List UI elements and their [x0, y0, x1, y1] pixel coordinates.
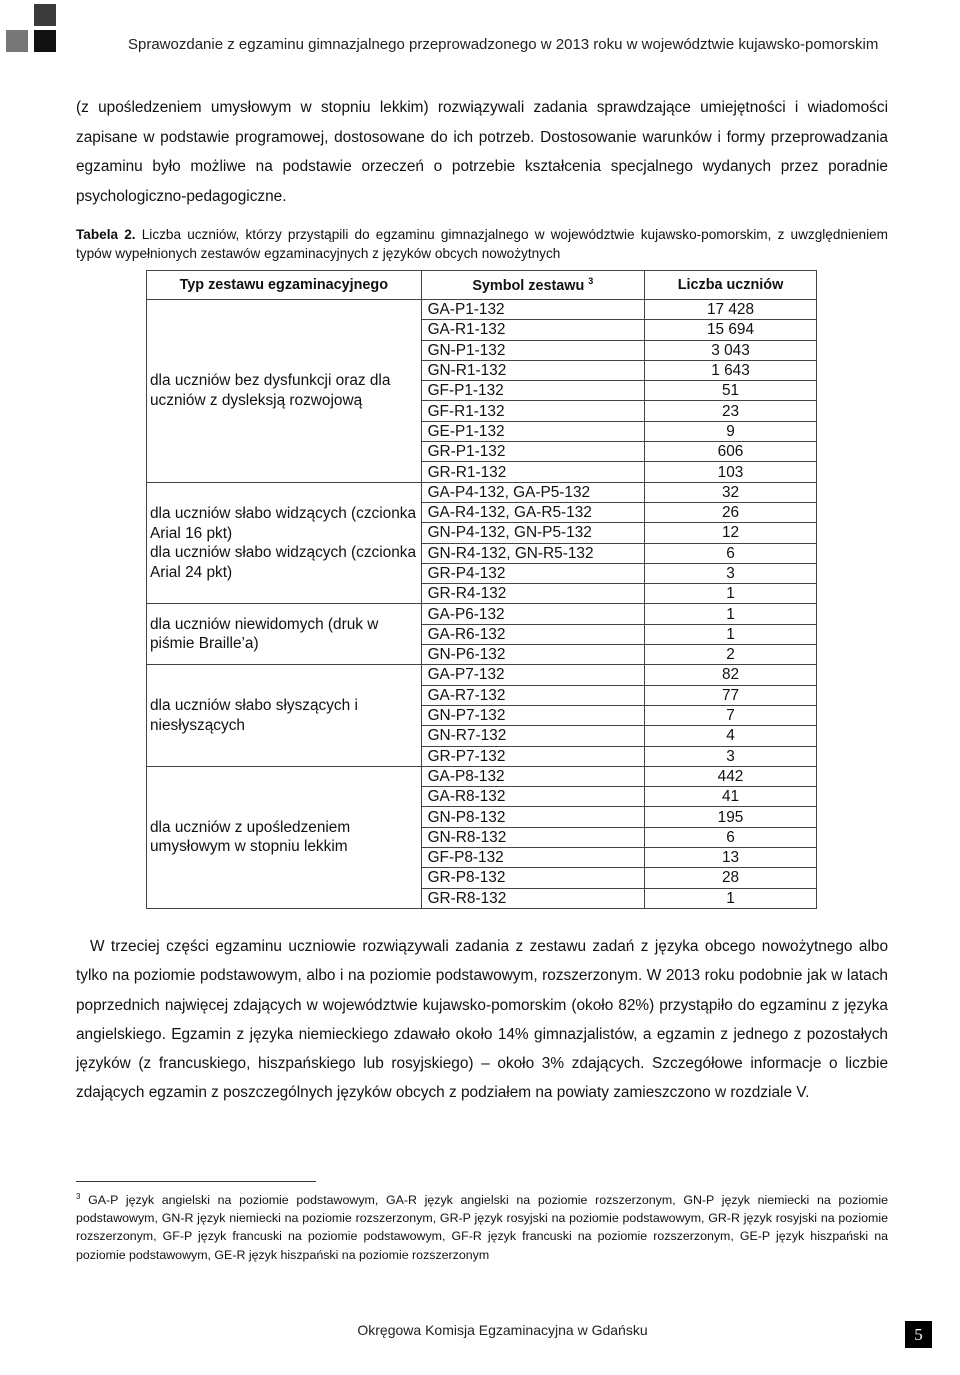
- cell-count: 28: [645, 868, 817, 888]
- cell-count: 6: [645, 543, 817, 563]
- cell-count: 51: [645, 381, 817, 401]
- cell-count: 1: [645, 624, 817, 644]
- cell-count: 442: [645, 766, 817, 786]
- cell-count: 12: [645, 523, 817, 543]
- footnote-divider: [76, 1181, 316, 1182]
- cell-symbol: GA-R7-132: [421, 685, 644, 705]
- exam-type-label: dla uczniów z upośledzeniem umysłowym w stopniu lekkim: [150, 818, 351, 856]
- table-row: [147, 665, 817, 685]
- cell-symbol: GN-R8-132: [421, 827, 644, 847]
- logo-square-right: [34, 30, 56, 52]
- cell-count: 1 643: [645, 360, 817, 380]
- main-paragraph-text: W trzeciej części egzaminu uczniowie rozwiązywali zadania z zestawu zadań z języka obcego nowożytnego albo tylko na poziomie podstawowym, albo i na poziomie podstawowym, rozszerzonym. W 2013 roku podobnie jak w latach poprzednich najwięcej zdających w województwie kujawsko-pomorskim (około 82%) przystąpiło do egzaminu z języka angielskiego. Egzamin z języka niemieckiego zdawało około 14% gimnazjalistów, a egzamin z jednego z pozostałych języków (z francuskiego, hiszpańskiego lub rosyjskiego) – około 3% zdających. Szczegółowe informacje o liczbie zdających egzamin z poszczególnych języków obcych z podziałem na powiaty zamieszczono w rozdziale V.: [76, 938, 888, 1102]
- cell-count: 2: [645, 645, 817, 665]
- cell-exam-type: [147, 766, 422, 908]
- cell-symbol: GA-R8-132: [421, 787, 644, 807]
- header-type: Typ zestawu egzaminacyjnego: [147, 271, 422, 300]
- cell-symbol: GA-P4-132, GA-P5-132: [421, 482, 644, 502]
- cell-exam-type: [147, 482, 422, 604]
- logo: [4, 2, 56, 56]
- cell-symbol: GN-P1-132: [421, 340, 644, 360]
- main-paragraph: [76, 932, 888, 1108]
- cell-count: 6: [645, 827, 817, 847]
- cell-count: 32: [645, 482, 817, 502]
- exam-type-label: dla uczniów bez dysfunkcji oraz dla uczniów z dysleksją rozwojową: [150, 372, 391, 409]
- cell-symbol: GN-P8-132: [421, 807, 644, 827]
- exam-type-label: dla uczniów niewidomych (druk w piśmie Braille’a): [150, 615, 379, 653]
- cell-symbol: GN-R7-132: [421, 726, 644, 746]
- table-row: [147, 766, 817, 786]
- cell-count: 17 428: [645, 300, 817, 320]
- cell-symbol: GN-R4-132, GN-R5-132: [421, 543, 644, 563]
- cell-count: 77: [645, 685, 817, 705]
- cell-count: 195: [645, 807, 817, 827]
- cell-count: 41: [645, 787, 817, 807]
- header-symbol-footnote: 3: [588, 276, 594, 287]
- cell-symbol: GA-R6-132: [421, 624, 644, 644]
- cell-symbol: GR-R1-132: [421, 462, 644, 482]
- cell-symbol: GF-R1-132: [421, 401, 644, 421]
- footnote-text: GA-P język angielski na poziomie podstawowym, GA-R język angielski na poziomie rozszerzonym, GN-P język niemiecki na poziomie podstawowym, GN-R język niemiecki na poziomie rozszerzonym, GR-P język rosyjski na poziomie podstawowym, GR-R język rosyjski na poziomie rozszerzonym, GF-P język francuski na poziomie podstawowym, GF-R język francuski na poziomie rozszerzonym, GE-P język hiszpański na poziomie podstawowym, GE-R język hiszpański na poziomie rozszerzonym: [76, 1193, 888, 1262]
- cell-exam-type: [147, 300, 422, 483]
- header-count: Liczba uczniów: [645, 271, 817, 300]
- table-caption-label: Tabela 2.: [76, 227, 136, 242]
- footer-text: Okręgowa Komisja Egzaminacyjna w Gdańsku: [357, 1322, 648, 1338]
- cell-symbol: GR-P4-132: [421, 563, 644, 583]
- cell-symbol: GR-R8-132: [421, 888, 644, 908]
- cell-exam-type: [147, 604, 422, 665]
- exam-type-label: dla uczniów słabo widzących (czcionka Arial 16 pkt): [150, 505, 417, 542]
- table-row: [147, 300, 817, 320]
- page-number: 5: [905, 1321, 932, 1348]
- table-row: [147, 482, 817, 502]
- footnote: [76, 1188, 888, 1264]
- table-caption-text: Liczba uczniów, którzy przystąpili do egzaminu gimnazjalnego w województwie kujawsko-pomorskim, z uwzględnieniem typów wypełnionych zestawów egzaminacyjnych z języków obcych nowożytnych: [76, 227, 889, 261]
- cell-count: 26: [645, 502, 817, 522]
- table-body: [147, 300, 817, 909]
- cell-symbol: GA-P1-132: [421, 300, 644, 320]
- cell-symbol: GE-P1-132: [421, 421, 644, 441]
- cell-count: 3 043: [645, 340, 817, 360]
- table-row: [147, 604, 817, 624]
- footnote-marker: 3: [76, 1192, 81, 1201]
- cell-count: 103: [645, 462, 817, 482]
- cell-symbol: GA-P8-132: [421, 766, 644, 786]
- cell-count: 3: [645, 563, 817, 583]
- cell-symbol: GR-P8-132: [421, 868, 644, 888]
- cell-symbol: GA-R1-132: [421, 320, 644, 340]
- logo-square-top: [34, 4, 56, 26]
- exam-type-label: dla uczniów słabo słyszących i niesłyszących: [150, 697, 358, 734]
- cell-symbol: GN-P4-132, GN-P5-132: [421, 523, 644, 543]
- cell-symbol: GN-P6-132: [421, 645, 644, 665]
- table-caption: [76, 225, 888, 263]
- logo-square-left: [6, 30, 28, 52]
- cell-symbol: GA-P6-132: [421, 604, 644, 624]
- cell-symbol: GF-P8-132: [421, 848, 644, 868]
- cell-exam-type: [147, 665, 422, 766]
- cell-count: 3: [645, 746, 817, 766]
- cell-count: 15 694: [645, 320, 817, 340]
- cell-symbol: GA-R4-132, GA-R5-132: [421, 502, 644, 522]
- cell-count: 9: [645, 421, 817, 441]
- cell-symbol: GR-P1-132: [421, 442, 644, 462]
- cell-count: 23: [645, 401, 817, 421]
- table-header-row: [147, 271, 817, 300]
- cell-count: 1: [645, 888, 817, 908]
- intro-paragraph: (z upośledzeniem umysłowym w stopniu lekkim) rozwiązywali zadania sprawdzające umiejętności i wiadomości zapisane w podstawie programowej, dostosowane do ich potrzeb. Dostosowanie warunków i formy przeprowadzania egzaminu było możliwe na podstawie orzeczeń o potrzebie kształcenia specjalnego wydanych przez poradnie psychologiczno-pedagogiczne.: [76, 99, 888, 205]
- cell-count: 4: [645, 726, 817, 746]
- cell-count: 1: [645, 584, 817, 604]
- cell-count: 606: [645, 442, 817, 462]
- header-symbol-label: Symbol zestawu: [472, 277, 585, 294]
- exam-type-label: dla uczniów słabo widzących (czcionka Arial 24 pkt): [150, 544, 417, 581]
- header-symbol: [421, 271, 644, 300]
- header-title: Sprawozdanie z egzaminu gimnazjalnego przeprowadzonego w 2013 roku w województwie kujawsko-pomorskim: [128, 36, 879, 53]
- cell-symbol: GN-P7-132: [421, 705, 644, 725]
- cell-symbol: GA-P7-132: [421, 665, 644, 685]
- cell-count: 1: [645, 604, 817, 624]
- cell-symbol: GR-P7-132: [421, 746, 644, 766]
- cell-count: 82: [645, 665, 817, 685]
- cell-symbol: GF-P1-132: [421, 381, 644, 401]
- cell-count: 13: [645, 848, 817, 868]
- cell-symbol: GN-R1-132: [421, 360, 644, 380]
- cell-count: 7: [645, 705, 817, 725]
- cell-symbol: GR-R4-132: [421, 584, 644, 604]
- exam-sets-table: [146, 270, 817, 909]
